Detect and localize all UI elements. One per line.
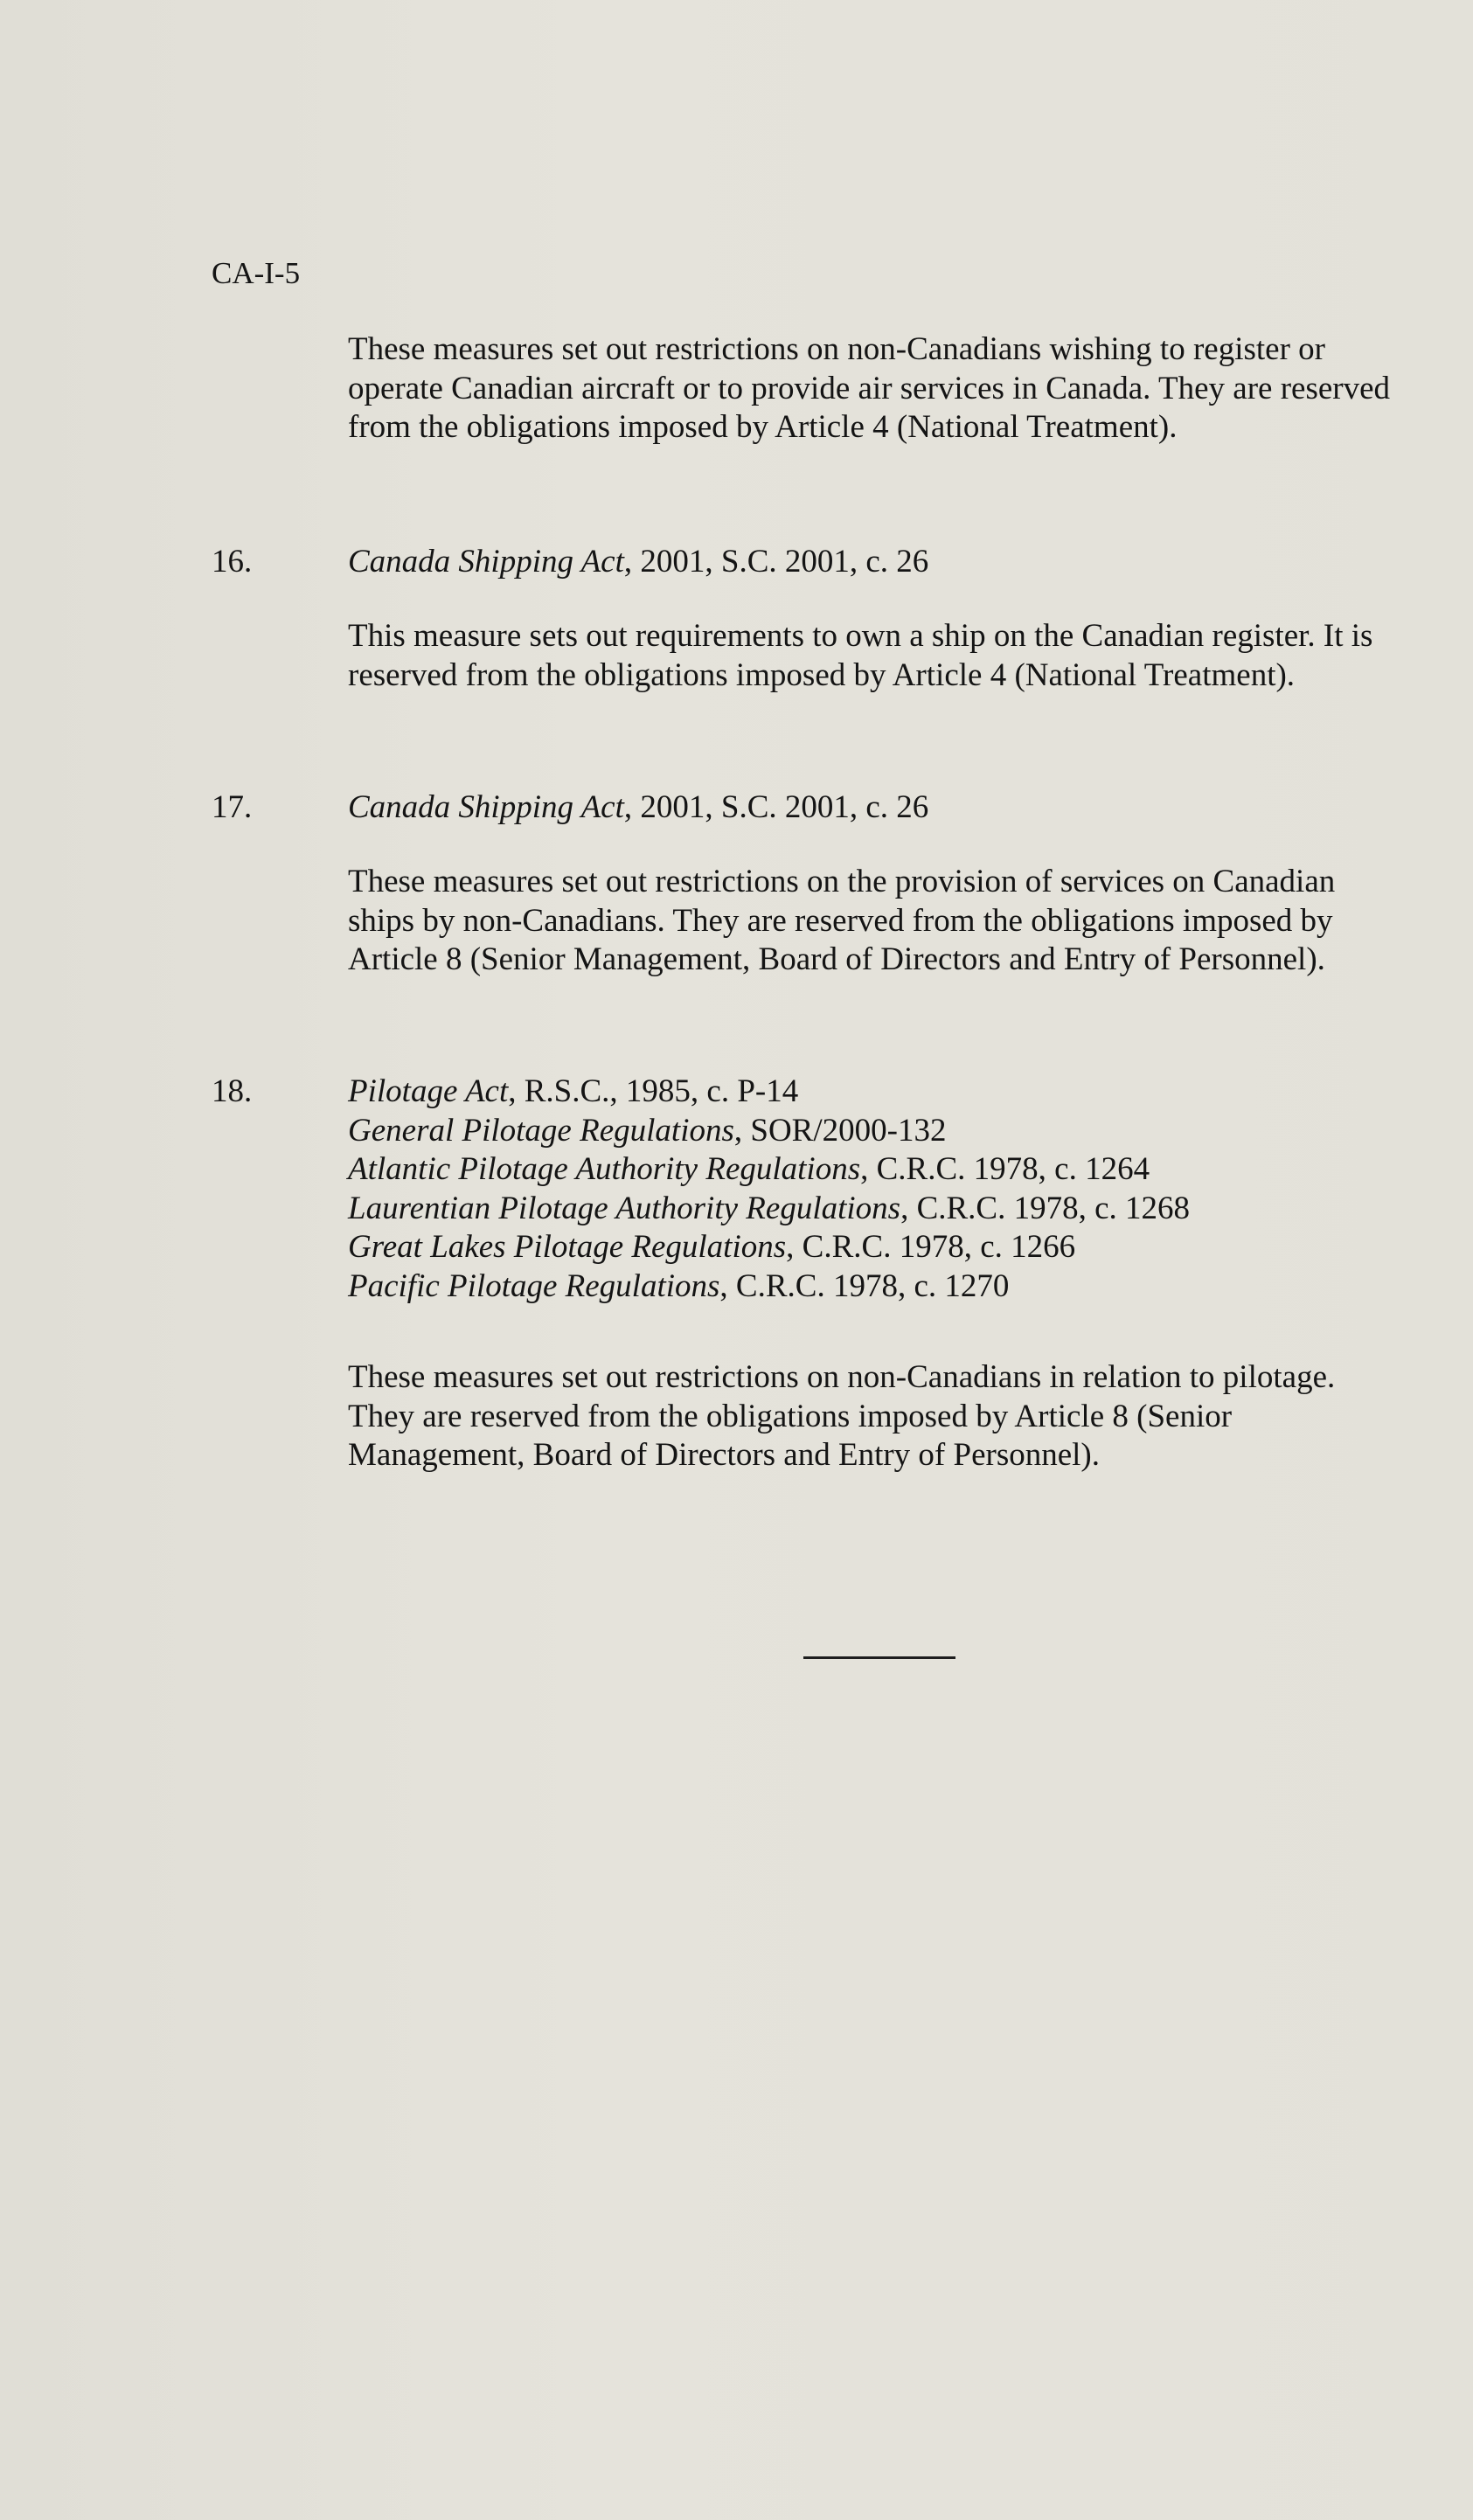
end-rule [803, 1656, 955, 1659]
citation-title: Atlantic Pilotage Authority Regulations [348, 1151, 861, 1187]
citation-line [348, 788, 1397, 828]
citation-title: Great Lakes Pilotage Regulations [348, 1229, 787, 1265]
citation-reference: , 2001, S.C. 2001, c. 26 [623, 789, 929, 825]
citation-reference: , C.R.C. 1978, c. 1264 [860, 1151, 1150, 1187]
citation-line [348, 1112, 1397, 1151]
citation-title: Pacific Pilotage Regulations [348, 1267, 720, 1304]
citation-line [348, 543, 1397, 582]
citation-reference: , C.R.C. 1978, c. 1270 [719, 1267, 1010, 1304]
citation-title: Canada Shipping Act [348, 789, 624, 825]
citation-block [348, 543, 1397, 582]
item-description: This measure sets out requirements to own a ship on the Canadian register. It is reserved from the obligations imposed by Article 4 (National Treatment). [348, 618, 1373, 693]
citation-line [348, 1190, 1397, 1229]
citation-reference: , SOR/2000-132 [733, 1112, 947, 1149]
citation-line [348, 1150, 1397, 1190]
citation-block [348, 788, 1397, 828]
citation-line [348, 1073, 1397, 1112]
citation-block [348, 1073, 1397, 1306]
citation-reference: , C.R.C. 1978, c. 1268 [900, 1190, 1191, 1226]
intro-paragraph: These measures set out restrictions on non-Canadians wishing to register or operate Canadian aircraft or to provide air services in Canada. They are reserved from the obligations imposed by Article 4 (National Treatment). [348, 331, 1391, 445]
citation-title: Pilotage Act [348, 1073, 509, 1109]
citation-title: General Pilotage Regulations [348, 1112, 734, 1149]
item-description: These measures set out restrictions on the provision of services on Canadian ships by non-Canadians. They are reserved from the obligations imposed by Article 8 (Senior Management, Board of Directors and Entry of Personnel). [348, 864, 1336, 977]
citation-reference: , R.S.C., 1985, c. P-14 [508, 1073, 799, 1109]
item-number: 18. [212, 1073, 253, 1109]
citation-line [348, 1267, 1397, 1307]
item-number: 17. [212, 789, 253, 825]
item-description: These measures set out restrictions on non-Canadians in relation to pilotage. They are reserved from the obligations imposed by Article 8 (Senior Management, Board of Directors and Entry of Personnel). [348, 1359, 1336, 1473]
citation-reference: , 2001, S.C. 2001, c. 26 [623, 544, 929, 580]
item-number: 16. [212, 544, 253, 580]
citation-title: Laurentian Pilotage Authority Regulations [348, 1190, 901, 1226]
page-identifier: CA-I-5 [212, 256, 301, 290]
citation-line [348, 1228, 1397, 1267]
citation-title: Canada Shipping Act [348, 544, 624, 580]
citation-reference: , C.R.C. 1978, c. 1266 [786, 1229, 1076, 1265]
